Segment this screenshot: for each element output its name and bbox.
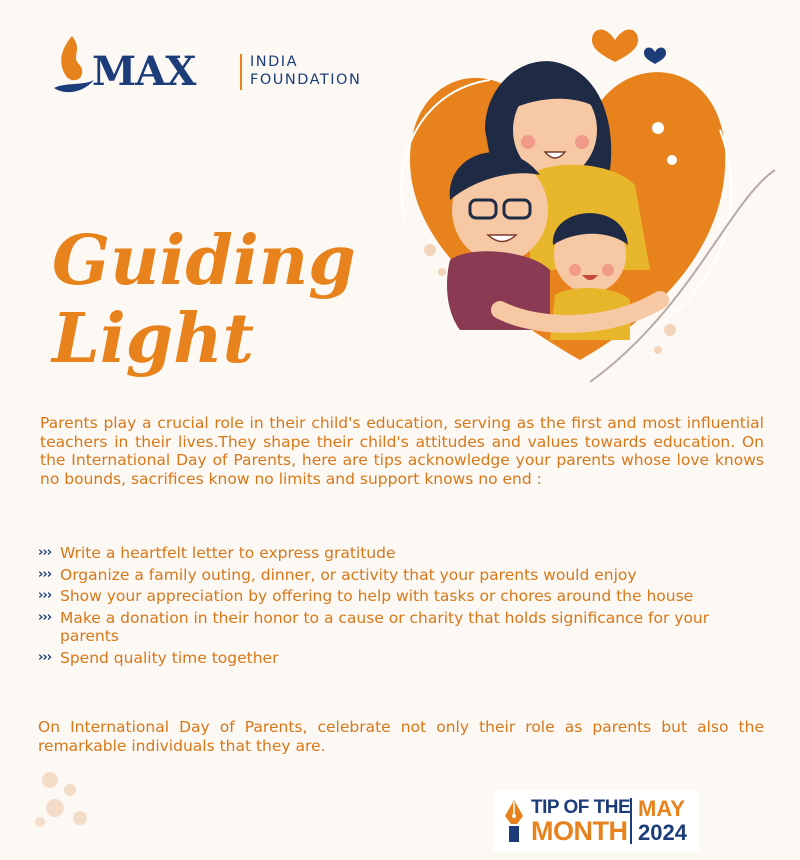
list-item [38,649,758,668]
closing-paragraph: On International Day of Parents, celebrate not only their role as parents but also the remarkable individuals that they are. [38,718,764,755]
tip-text: Organize a family outing, dinner, or activity that your parents would enjoy [60,565,637,584]
badge-month: MAY [638,796,685,821]
list-item [38,587,758,606]
decorative-hearts-icon [30,760,120,840]
chevron-bullet-icon: ››› [38,588,52,603]
list-item [38,544,758,563]
intro-paragraph: Parents play a crucial role in their child's education, serving as the first and most influential teachers in their lives.They shape their child's attitudes and values towards education. On the International Day of Parents, here are tips acknowledge your parents whose love knows no bounds, sacrifices know no limits and support knows no end : [40,414,764,488]
list-item [38,609,758,646]
tip-text: Spend quality time together [60,648,279,667]
logo-divider [240,54,242,90]
tips-list [38,544,758,670]
family-hug-illustration [390,10,780,390]
chevron-bullet-icon: ››› [38,649,52,665]
flame-logo-icon [50,30,98,102]
logo-wordmark: MAX [92,48,196,95]
title-line-1: Guiding [52,221,356,301]
list-item [38,566,758,585]
chevron-bullet-icon: ››› [38,609,52,625]
tip-text: Show your appreciation by offering to help with tasks or chores around the house [60,587,694,605]
badge-line-1: TIP OF THE [531,797,631,818]
page-title [52,222,356,378]
tip-of-the-month-badge [493,790,699,852]
badge-year: 2024 [638,820,687,845]
fountain-pen-icon [503,798,525,844]
logo-subtitle-india: INDIA [250,54,298,70]
badge-line-2: MONTH [531,816,628,846]
logo-subtitle-foundation: FOUNDATION [250,72,362,88]
badge-divider [630,798,632,844]
max-india-foundation-logo [50,30,362,102]
chevron-bullet-icon: ››› [38,545,52,560]
tip-text: Make a donation in their honor to a cause or charity that holds significance for your parents [60,608,710,645]
tip-text: Write a heartfelt letter to express gratitude [60,544,396,562]
chevron-bullet-icon: ››› [38,566,52,582]
title-line-2: Light [52,299,255,379]
